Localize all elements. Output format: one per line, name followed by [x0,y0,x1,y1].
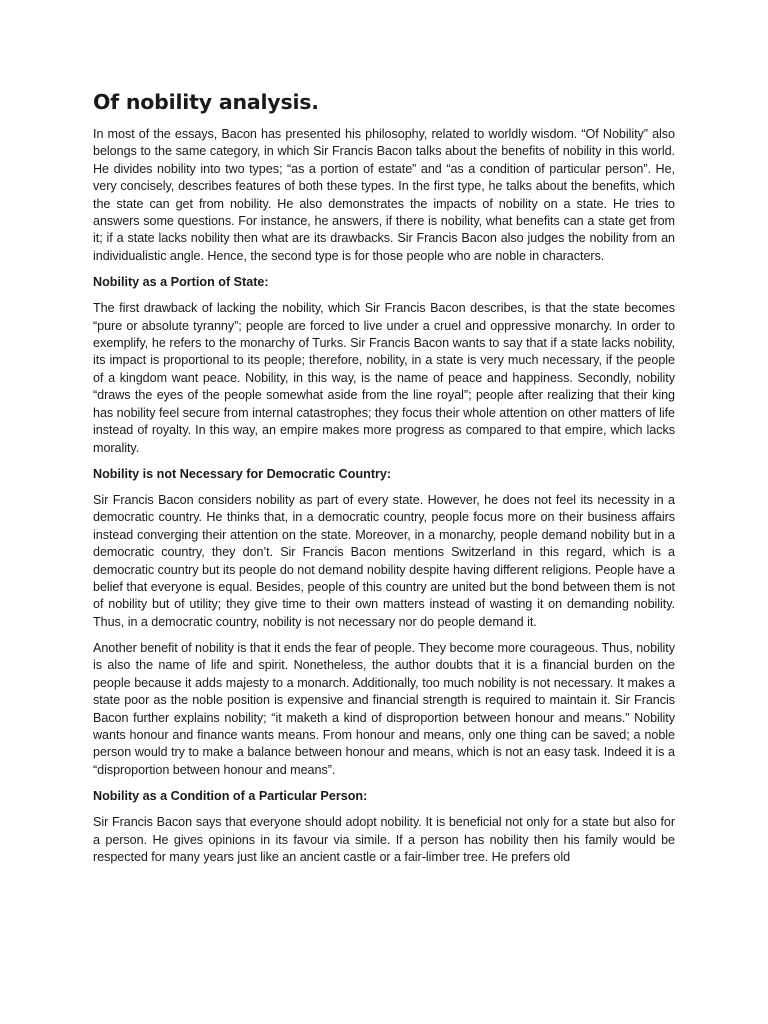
document-title: Of nobility analysis. [93,90,319,114]
paragraph-particular-person: Sir Francis Bacon says that everyone should adopt nobility. It is beneficial not only for a state but also for a person. He gives opinions in its favour via simile. If a person has nobility then his family would be respected for many years just like an ancient castle or a fair-limber tree. He prefers old [93,815,675,865]
paragraph-democratic-country: Sir Francis Bacon considers nobility as part of every state. However, he does not feel its necessity in a democratic country. He thinks that, in a democratic country, people focus more on their business affairs instead converging their attention on the state. Moreover, in a monarchy, people demand nobility but in a democratic country, they don’t. Sir Francis Bacon mentions Switzerland in this regard, which is a democratic country but its people do not demand nobility despite having different religions. People have a belief that everyone is equal. Besides, people of this country are united but the bond between them is not of nobility but of utility; they give time to their own matters instead of wasting it on demanding nobility. Thus, in a democratic country, nobility is not necessary nor do people demand it. [93,492,675,629]
section-heading-democratic-country: Nobility is not Necessary for Democratic Country: [93,466,392,481]
section-heading-particular-person: Nobility as a Condition of a Particular Person: [93,789,368,803]
document-page [93,88,675,875]
paragraph-benefit-of-nobility: Another benefit of nobility is that it ends the fear of people. They become more courageous. Thus, nobility is also the name of life and spirit. Nonetheless, the author doubts that it is a financial burden on the people because it adds majesty to a monarch. Additionally, too much nobility is not necessary. It makes a state poor as the noble position is expensive and financial strength is required to maintain it. Sir Francis Bacon further explains nobility; “it maketh a kind of disproportion between honour and means.” Nobility wants honour and finance wants means. From honour and means, only one thing can be saved; a noble person would try to make a balance between honour and means, which is not an easy task. Indeed it is a “disproportion between honour and means”. [93,640,675,777]
section-heading-portion-of-state: Nobility as a Portion of State: [93,275,269,290]
paragraph-portion-of-state: The first drawback of lacking the nobility, which Sir Francis Bacon describes, is that the state becomes “pure or absolute tyranny”; people are forced to live under a cruel and oppressive monarchy. In order to exemplify, he refers to the monarchy of Turks. Sir Francis Bacon wants to say that if a state lacks nobility, its impact is proportional to its people; therefore, nobility, in a state is very much necessary, if the people of a kingdom want peace. Nobility, in this way, is the name of peace and happiness. Secondly, nobility “draws the eyes of the people somewhat aside from the line royal”; people after realizing that their king has nobility feel secure from internal catastrophes; they focus their whole attention on other matters of life instead of royalty. In this way, an empire makes more progress as compared to that empire, which lacks morality. [93,301,675,455]
intro-paragraph: In most of the essays, Bacon has presented his philosophy, related to worldly wisdom. “Of Nobility” also belongs to the same category, in which Sir Francis Bacon talks about the benefits of nobility in this world. He divides nobility into two types; “as a portion of estate” and “as a condition of particular person”. He, very concisely, describes features of both these types. In the first type, he talks about the benefits, which the state can get from nobility. He also demonstrates the impacts of nobility on a state. He tries to answers some questions. For instance, he answers, if there is nobility, what benefits can a state get from it; if a state lacks nobility then what are its drawbacks. Sir Francis Bacon also judges the nobility from an individualistic angle. Hence, the second type is for those people who are noble in characters. [93,127,675,263]
